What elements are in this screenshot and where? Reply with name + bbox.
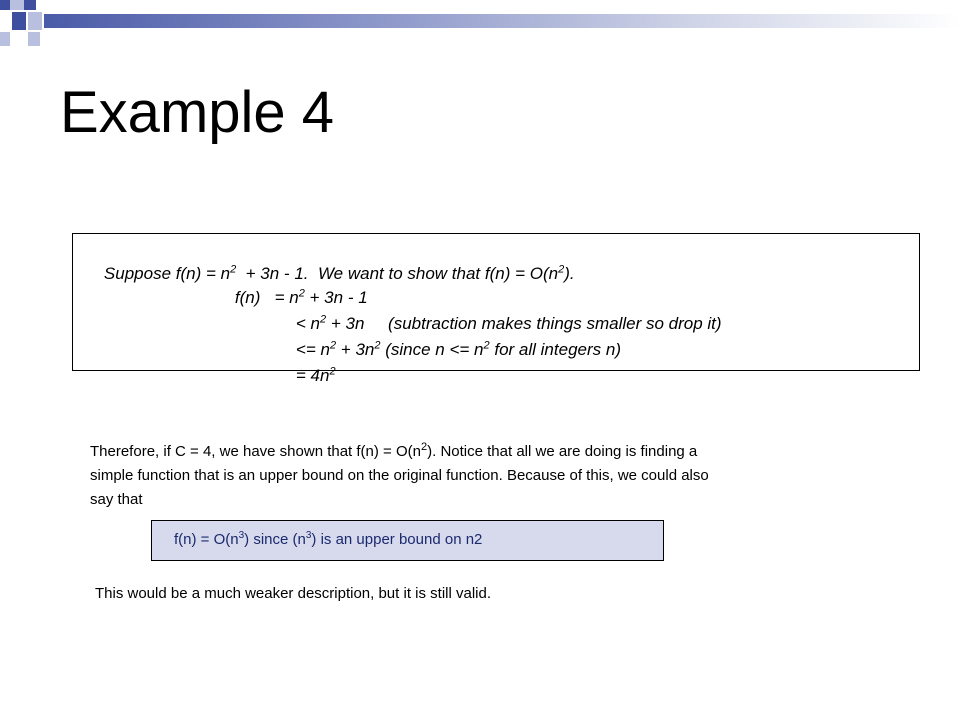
proof-line-2: $f(n) = n^2 + 3n - 1$	[234, 287, 368, 307]
note-text: $f(n) = O(n^3)$ since $(n^3)$ is an upper bound on n2	[174, 530, 483, 548]
decor-square	[0, 32, 10, 46]
decor-square	[12, 12, 26, 30]
decor-square	[28, 32, 40, 46]
paragraph-line: Therefore, if C = 4, we have shown that $f(n) = O(n^2)$. Notice that all we are doing is finding a	[90, 441, 698, 460]
paragraph-line: say that	[90, 491, 143, 508]
decor-square	[10, 0, 24, 10]
proof-line-4: <= $n^2 + 3n^2$ (since $n <= n^2$ for all integers n)	[295, 339, 621, 359]
proof-line-1: Suppose $f(n) = n^2 + 3n - 1$. We want to show that $f(n) = O(n^2)$.	[103, 263, 575, 283]
note-box	[151, 520, 664, 561]
paragraph-line: simple function that is an upper bound on the original function. Because of this, we could also	[90, 467, 709, 484]
decor-square	[28, 12, 42, 30]
proof-line-3: < $n^2 + 3n$ (subtraction makes things smaller so drop it)	[295, 313, 722, 333]
title-bar-gradient	[44, 14, 960, 28]
decor-square	[24, 0, 36, 10]
proof-line-5: = $4n^2$	[295, 365, 336, 385]
decor-square	[0, 0, 10, 10]
proof-box	[72, 233, 920, 385]
closing-sentence: This would be a much weaker description, but it is still valid.	[95, 585, 492, 602]
explanation-paragraph	[90, 440, 880, 512]
slide-title: Example 4	[60, 80, 335, 145]
